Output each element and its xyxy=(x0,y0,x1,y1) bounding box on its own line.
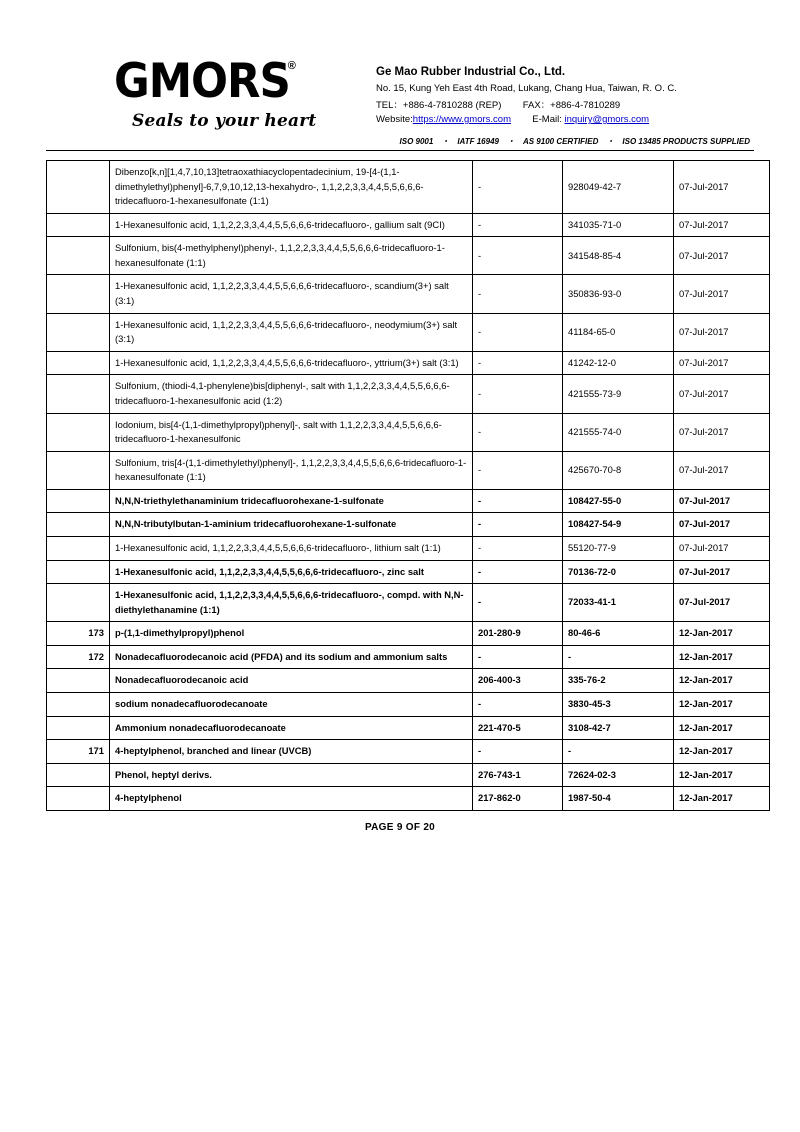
cell-entry-number: 172 xyxy=(47,645,110,669)
cell-date: 07-Jul-2017 xyxy=(674,351,770,375)
cell-entry-number xyxy=(47,787,110,811)
cell-substance-name: 1-Hexanesulfonic acid, 1,1,2,2,3,3,4,4,5,5,6,6,6-tridecafluoro-, gallium salt (9CI) xyxy=(110,213,473,237)
cell-substance-name: 1-Hexanesulfonic acid, 1,1,2,2,3,3,4,4,5,5,6,6,6-tridecafluoro-, scandium(3+) salt (3:1) xyxy=(110,275,473,313)
company-tel: TEL：+886-4-7810288 (REP) xyxy=(376,100,502,111)
cell-cas-number: 72033-41-1 xyxy=(563,584,674,622)
cell-date: 07-Jul-2017 xyxy=(674,513,770,537)
table-row xyxy=(47,213,770,237)
cell-substance-name: p-(1,1-dimethylpropyl)phenol xyxy=(110,622,473,646)
cell-ec-number: - xyxy=(473,275,563,313)
logo-wrap xyxy=(114,54,364,109)
cell-cas-number: 55120-77-9 xyxy=(563,536,674,560)
cell-ec-number: - xyxy=(473,313,563,351)
table-row xyxy=(47,740,770,764)
cell-entry-number xyxy=(47,413,110,451)
cell-date: 12-Jan-2017 xyxy=(674,740,770,764)
cell-entry-number xyxy=(47,536,110,560)
company-tagline: Seals to your heart xyxy=(132,111,317,131)
cell-ec-number: - xyxy=(473,213,563,237)
table-row xyxy=(47,693,770,717)
cell-entry-number xyxy=(47,313,110,351)
cell-entry-number xyxy=(47,693,110,717)
cell-entry-number xyxy=(47,716,110,740)
company-logo: GMORS xyxy=(114,54,290,109)
cell-date: 12-Jan-2017 xyxy=(674,716,770,740)
cell-ec-number: - xyxy=(473,161,563,214)
cell-cas-number: 108427-55-0 xyxy=(563,489,674,513)
cell-entry-number xyxy=(47,584,110,622)
page-footer: PAGE 9 OF 20 xyxy=(364,821,436,833)
cell-substance-name: 1-Hexanesulfonic acid, 1,1,2,2,3,3,4,4,5,5,6,6,6-tridecafluoro-, zinc salt xyxy=(110,560,473,584)
cell-date: 07-Jul-2017 xyxy=(674,489,770,513)
cell-cas-number: 1987-50-4 xyxy=(563,787,674,811)
cell-ec-number: - xyxy=(473,451,563,489)
cell-entry-number xyxy=(47,351,110,375)
cell-ec-number: 201-280-9 xyxy=(473,622,563,646)
cell-substance-name: Nonadecafluorodecanoic acid xyxy=(110,669,473,693)
company-info xyxy=(364,58,754,128)
cell-substance-name: Sulfonium, (thiodi-4,1-phenylene)bis[diphenyl-, salt with 1,1,2,2,3,3,4,4,5,5,6,6,6-tridecafluoro-1-hexanesulfonic acid (1:2) xyxy=(110,375,473,413)
table-row xyxy=(47,716,770,740)
table-row xyxy=(47,451,770,489)
cell-entry-number: 171 xyxy=(47,740,110,764)
substances-table xyxy=(46,160,770,811)
cell-ec-number: 276-743-1 xyxy=(473,763,563,787)
cell-entry-number xyxy=(47,451,110,489)
table-row xyxy=(47,560,770,584)
table-row xyxy=(47,275,770,313)
table-row xyxy=(47,351,770,375)
table-row xyxy=(47,536,770,560)
cell-substance-name: Nonadecafluorodecanoic acid (PFDA) and its sodium and ammonium salts xyxy=(110,645,473,669)
table-row xyxy=(47,513,770,537)
cell-substance-name: 4-heptylphenol, branched and linear (UVCB) xyxy=(110,740,473,764)
cell-date: 07-Jul-2017 xyxy=(674,213,770,237)
cell-ec-number: - xyxy=(473,740,563,764)
cell-cas-number: 421555-74-0 xyxy=(563,413,674,451)
header-divider xyxy=(46,150,754,151)
cell-date: 12-Jan-2017 xyxy=(674,645,770,669)
cell-substance-name: 4-heptylphenol xyxy=(110,787,473,811)
table-row xyxy=(47,161,770,214)
certifications-line: ISO 9001 ・ IATF 16949 ・ AS 9100 CERTIFIED ・ ISO 13485 PRODUCTS SUPPLIED xyxy=(399,137,750,146)
cell-substance-name: N,N,N-tributylbutan-1-aminium tridecafluorohexane-1-sulfonate xyxy=(110,513,473,537)
cell-ec-number: 217-862-0 xyxy=(473,787,563,811)
table-row xyxy=(47,787,770,811)
table-row xyxy=(47,313,770,351)
cell-entry-number xyxy=(47,763,110,787)
document-header xyxy=(46,54,754,131)
cell-cas-number: 341035-71-0 xyxy=(563,213,674,237)
table-row xyxy=(47,489,770,513)
cell-date: 12-Jan-2017 xyxy=(674,763,770,787)
cell-ec-number: - xyxy=(473,536,563,560)
cell-ec-number: - xyxy=(473,375,563,413)
cell-date: 07-Jul-2017 xyxy=(674,313,770,351)
cell-date: 07-Jul-2017 xyxy=(674,451,770,489)
cell-ec-number: 221-470-5 xyxy=(473,716,563,740)
cell-ec-number: - xyxy=(473,560,563,584)
cell-substance-name: Sulfonium, tris[4-(1,1-dimethylethyl)phenyl]-, 1,1,2,2,3,3,4,4,5,5,6,6,6-tridecafluoro-1-hexanesulfonate (1:1) xyxy=(110,451,473,489)
cell-date: 07-Jul-2017 xyxy=(674,413,770,451)
table-body xyxy=(47,161,770,811)
cell-ec-number: - xyxy=(473,693,563,717)
cell-entry-number xyxy=(47,375,110,413)
cell-entry-number xyxy=(47,669,110,693)
table-row xyxy=(47,645,770,669)
cell-ec-number: - xyxy=(473,413,563,451)
cell-date: 12-Jan-2017 xyxy=(674,622,770,646)
cell-ec-number: - xyxy=(473,513,563,537)
table-row xyxy=(47,763,770,787)
cell-cas-number: 3108-42-7 xyxy=(563,716,674,740)
cell-cas-number: 350836-93-0 xyxy=(563,275,674,313)
cell-ec-number: - xyxy=(473,645,563,669)
table-row xyxy=(47,584,770,622)
website-label: Website: xyxy=(376,114,413,125)
cell-date: 07-Jul-2017 xyxy=(674,237,770,275)
cell-cas-number: 3830-45-3 xyxy=(563,693,674,717)
cell-cas-number: 421555-73-9 xyxy=(563,375,674,413)
cell-entry-number xyxy=(47,213,110,237)
cell-cas-number: - xyxy=(563,645,674,669)
cell-ec-number: - xyxy=(473,237,563,275)
cell-substance-name: Sulfonium, bis(4-methylphenyl)phenyl-, 1,1,2,2,3,3,4,4,5,5,6,6,6-tridecafluoro-1-hexanesulfonate (1:1) xyxy=(110,237,473,275)
cell-substance-name: 1-Hexanesulfonic acid, 1,1,2,2,3,3,4,4,5,5,6,6,6-tridecafluoro-, compd. with N,N-diethylethanamine (1:1) xyxy=(110,584,473,622)
cell-date: 07-Jul-2017 xyxy=(674,560,770,584)
cell-ec-number: - xyxy=(473,351,563,375)
cell-substance-name: Phenol, heptyl derivs. xyxy=(110,763,473,787)
table-row xyxy=(47,375,770,413)
cell-date: 07-Jul-2017 xyxy=(674,375,770,413)
cell-cas-number: - xyxy=(563,740,674,764)
cell-cas-number: 425670-70-8 xyxy=(563,451,674,489)
cell-cas-number: 41184-65-0 xyxy=(563,313,674,351)
cell-cas-number: 80-46-6 xyxy=(563,622,674,646)
cell-ec-number: - xyxy=(473,584,563,622)
cell-substance-name: 1-Hexanesulfonic acid, 1,1,2,2,3,3,4,4,5,5,6,6,6-tridecafluoro-, lithium salt (1:1) xyxy=(110,536,473,560)
table-row xyxy=(47,669,770,693)
cell-entry-number: 173 xyxy=(47,622,110,646)
cell-substance-name: N,N,N-triethylethanaminium tridecafluorohexane-1-sulfonate xyxy=(110,489,473,513)
company-fax: FAX：+886-4-7810289 xyxy=(522,100,621,111)
cell-entry-number xyxy=(47,161,110,214)
website-link[interactable]: https://www.gmors.com xyxy=(412,114,511,125)
cell-cas-number: 70136-72-0 xyxy=(563,560,674,584)
cell-cas-number: 41242-12-0 xyxy=(563,351,674,375)
cell-entry-number xyxy=(47,489,110,513)
cell-entry-number xyxy=(47,275,110,313)
cell-date: 12-Jan-2017 xyxy=(674,693,770,717)
cell-cas-number: 928049-42-7 xyxy=(563,161,674,214)
cell-date: 07-Jul-2017 xyxy=(674,536,770,560)
cell-substance-name: sodium nonadecafluorodecanoate xyxy=(110,693,473,717)
cell-substance-name: 1-Hexanesulfonic acid, 1,1,2,2,3,3,4,4,5,5,6,6,6-tridecafluoro-, yttrium(3+) salt (3:1) xyxy=(110,351,473,375)
company-phone-row xyxy=(376,97,754,111)
cell-date: 12-Jan-2017 xyxy=(674,669,770,693)
company-web-row xyxy=(376,114,754,125)
cell-ec-number: - xyxy=(473,489,563,513)
brand-block xyxy=(114,54,364,131)
cell-cas-number: 72624-02-3 xyxy=(563,763,674,787)
cell-substance-name: 1-Hexanesulfonic acid, 1,1,2,2,3,3,4,4,5,5,6,6,6-tridecafluoro-, neodymium(3+) salt (3:1) xyxy=(110,313,473,351)
cell-ec-number: 206-400-3 xyxy=(473,669,563,693)
registered-trademark-icon: ® xyxy=(287,60,296,72)
cell-cas-number: 335-76-2 xyxy=(563,669,674,693)
table-row xyxy=(47,237,770,275)
table-row xyxy=(47,622,770,646)
company-name: Ge Mao Rubber Industrial Co., Ltd. xyxy=(376,66,566,78)
email-link[interactable]: inquiry@gmors.com xyxy=(564,114,650,125)
cell-date: 07-Jul-2017 xyxy=(674,275,770,313)
cell-entry-number xyxy=(47,237,110,275)
cell-date: 12-Jan-2017 xyxy=(674,787,770,811)
cell-date: 07-Jul-2017 xyxy=(674,161,770,214)
cell-entry-number xyxy=(47,560,110,584)
table-row xyxy=(47,413,770,451)
cell-substance-name: Ammonium nonadecafluorodecanoate xyxy=(110,716,473,740)
cell-cas-number: 108427-54-9 xyxy=(563,513,674,537)
cell-entry-number xyxy=(47,513,110,537)
cell-date: 07-Jul-2017 xyxy=(674,584,770,622)
cell-substance-name: Dibenzo[k,n][1,4,7,10,13]tetraoxathiacyclopentadecinium, 19-[4-(1,1-dimethylethyl)phenyl]-6,7,9,10,12,13-hexahydro-, 1,1,2,2,3,3,4,4,5,5,6,6,6-tridecafluoro-1-hexanesulfonate (1:1) xyxy=(110,161,473,214)
company-address: No. 15, Kung Yeh East 4th Road, Lukang, Chang Hua, Taiwan, R. O. C. xyxy=(376,83,677,94)
email-label: E-Mail: xyxy=(532,114,562,125)
cell-cas-number: 341548-85-4 xyxy=(563,237,674,275)
cell-substance-name: Iodonium, bis[4-(1,1-dimethylpropyl)phenyl]-, salt with 1,1,2,2,3,3,4,4,5,5,6,6,6-tridecafluoro-1-hexanesulfonic xyxy=(110,413,473,451)
